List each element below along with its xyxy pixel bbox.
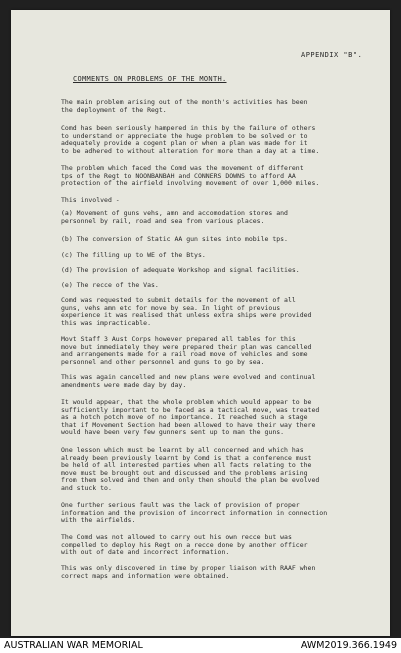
list-item: (b) The conversion of Static AA gun sites into mobile tps. (61, 235, 288, 243)
appendix-label: APPENDIX "B". (301, 51, 363, 59)
footer-accession-number: AWM2019.366.1949 (300, 640, 397, 651)
list-item: (d) The provision of adequate Workshop and signal facilities. (61, 266, 300, 274)
paragraph: It would appear, that the whole problem which would appear to be sufficiently important to be faced as a tactical move, was treated as a hotch potch move of no importance. It reached such a stage that if Movement Section had been allowed to have their way there would have been very few gunners sent up to man the guns. (61, 398, 320, 437)
list-item: (a) Movement of guns vehs, amn and accomodation stores and personnel by rail, road and sea from various places. (61, 209, 288, 225)
paragraph: Comd has been seriously hampered in this by the failure of others to understand or appreciate the huge problem to be solved or to adequately provide a cogent plan or when a plan was made for it to be adhered to without alteration for more than a day at a time. (61, 124, 320, 155)
paragraph: This was again cancelled and new plans were evolved and continual amendments were made day by day. (61, 373, 316, 389)
paragraph: This involved - (61, 196, 120, 204)
paragraph: This was only discovered in time by proper liaison with RAAF when correct maps and information were obtained. (61, 564, 316, 580)
paragraph: Movt Staff 3 Aust Corps however prepared all tables for this move but immediately they were prepared their plan was cancelled and arrangements made for a rail road move of vehicles and some personnel and other personnel and guns to go by sea. (61, 335, 312, 366)
paragraph: The problem which faced the Comd was the movement of different tps of the Regt to NOONBANBAH and CONNERS DOWNS to afford AA protection of the airfield involving movement of over 1,000 miles. (61, 164, 320, 188)
paragraph: One further serious fault was the lack of provision of proper information and the provision of incorrect information in connection with the airfields. (61, 501, 328, 525)
footer-institution: AUSTRALIAN WAR MEMORIAL (4, 640, 143, 651)
paragraph: The Comd was not allowed to carry out his own recce but was compelled to deploy his Regt on a recce done by another officer with out of date and incorrect information. (61, 533, 308, 557)
paragraph: Comd was requested to submit details for the movement of all guns, vehs amn etc for move by sea. In light of previous experience it was realised that unless extra ships were provided this was impracticable. (61, 296, 312, 327)
document-title: COMMENTS ON PROBLEMS OF THE MONTH. (73, 75, 227, 83)
list-item: (c) The filling up to WE of the Btys. (61, 251, 206, 259)
list-item: (e) The recce of the Vas. (61, 281, 159, 289)
footer-bar (0, 638, 401, 653)
paragraph: The main problem arising out of the month's activities has been the deployment of the Regt. (61, 98, 308, 114)
paragraph: One lesson which must be learnt by all concerned and which has already been previously learnt by Comd is that a conference must be held of all interested parties when all facts relating to the move must be brought out and discussed and the problems arising from them solved and then and only then should the plan be evolved and stuck to. (61, 446, 320, 492)
